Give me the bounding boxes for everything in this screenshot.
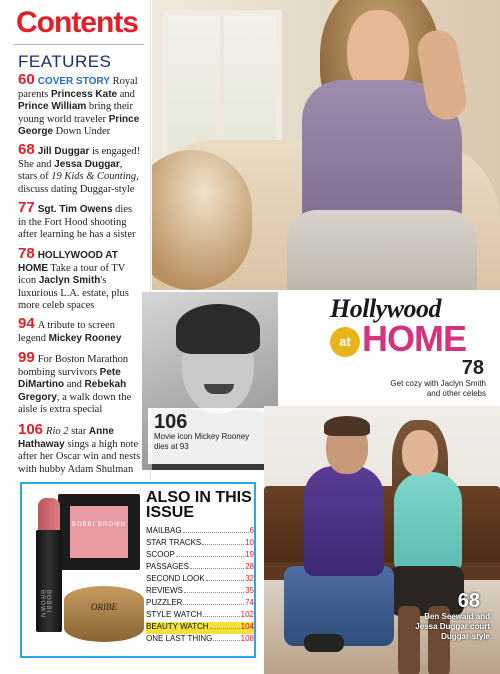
issue-item-page: 74 bbox=[245, 598, 254, 607]
top bbox=[394, 472, 462, 572]
feature-item-tim-owens[interactable]: 77 Sgt. Tim Owens dies in the Fort Hood shooting after learning he has a sister bbox=[18, 199, 136, 241]
hollywood-logo-word: Hollywood bbox=[330, 294, 442, 323]
blush-compact bbox=[58, 494, 140, 570]
lipstick-brand-label: BOBBI BROWN bbox=[39, 590, 51, 618]
dot-leader bbox=[184, 587, 244, 593]
dot-leader bbox=[203, 611, 240, 617]
hollywood-logo-home: HOME bbox=[362, 318, 466, 359]
issue-item-label: SECOND LOOK bbox=[146, 574, 205, 583]
shoe bbox=[304, 634, 344, 652]
dot-leader bbox=[183, 599, 244, 605]
lipstick-bullet bbox=[38, 498, 60, 534]
hollywood-logo-at: at bbox=[330, 327, 360, 357]
hair bbox=[324, 416, 370, 436]
feature-item-anne-hathaway[interactable]: 106 Rio 2 star Anne Hathaway sings a high note after her Oscar win and nests with hubby Adam Shulman bbox=[18, 421, 141, 475]
dot-leader bbox=[190, 563, 244, 569]
issue-item-page: 10 bbox=[245, 538, 254, 547]
issue-list-item[interactable] bbox=[146, 634, 254, 646]
issue-item-page: 28 bbox=[245, 562, 254, 571]
issue-item-label: STAR TRACKS bbox=[146, 538, 202, 547]
lipstick-tube bbox=[36, 530, 62, 632]
rooney-caption-box[interactable] bbox=[148, 408, 272, 464]
issue-item-label: ONE LAST THING bbox=[146, 634, 213, 643]
dot-leader bbox=[206, 575, 244, 581]
issue-list-item[interactable] bbox=[146, 598, 254, 610]
couch-arm bbox=[152, 150, 252, 290]
issue-list-item[interactable] bbox=[146, 586, 254, 598]
page-title: Contents bbox=[16, 6, 138, 39]
page-number[interactable]: 68 bbox=[457, 590, 480, 612]
page-number: 99 bbox=[18, 349, 35, 366]
feature-item-boston-marathon[interactable]: 99 For Boston Marathon bombing survivors Pete DiMartino and Rebekah Gregory, a walk down the aisle is extra special bbox=[18, 349, 132, 416]
issue-list-item[interactable] bbox=[146, 574, 254, 586]
page-number: 106 bbox=[18, 421, 44, 438]
issue-item-label: REVIEWS bbox=[146, 586, 183, 595]
features-heading: FEATURES bbox=[18, 52, 112, 71]
issue-list-item[interactable] bbox=[146, 610, 254, 622]
issue-item-page: 102 bbox=[240, 610, 254, 619]
issue-item-page: 6 bbox=[249, 526, 254, 535]
beauty-products-photo bbox=[28, 490, 140, 654]
dot-leader bbox=[202, 539, 244, 545]
jar-brand-label: ORIBE bbox=[91, 602, 117, 612]
issue-list-item[interactable] bbox=[146, 562, 254, 574]
issue-item-label: BEAUTY WATCH bbox=[146, 622, 209, 631]
issue-list-item[interactable] bbox=[146, 622, 254, 634]
also-in-this-issue-box bbox=[20, 482, 256, 658]
feature-item-jill-duggar[interactable]: 68 Jill Duggar is engaged! She and Jessa Duggar, stars of 19 Kids & Counting, discuss dating Duggar-style bbox=[18, 141, 141, 195]
issue-item-page: 32 bbox=[245, 574, 254, 583]
blush-pan bbox=[70, 506, 128, 558]
page-number: 68 bbox=[18, 141, 35, 158]
issue-item-label: SCOOP bbox=[146, 550, 175, 559]
caption-text: Ben Seewald and Jessa Duggar court Duggar-style bbox=[415, 612, 490, 641]
page-number: 60 bbox=[18, 71, 35, 88]
face bbox=[402, 430, 438, 476]
caption-text: Movie icon Mickey Rooney dies at 93 bbox=[154, 432, 250, 451]
page-number[interactable]: 78 bbox=[461, 357, 484, 379]
issue-item-page: 108 bbox=[240, 634, 254, 643]
issue-item-label: PASSAGES bbox=[146, 562, 189, 571]
page-number: 77 bbox=[18, 199, 35, 216]
shirt bbox=[304, 466, 384, 576]
dot-leader bbox=[213, 635, 239, 641]
hero-photo-jaclyn-smith bbox=[152, 0, 500, 290]
dot-leader bbox=[210, 623, 240, 629]
issue-item-label: MAILBAG bbox=[146, 526, 182, 535]
issue-item-page: 104 bbox=[240, 622, 254, 631]
page-number: 78 bbox=[18, 245, 35, 262]
blush-brand-label: BOBBI BROWN bbox=[71, 522, 126, 528]
issue-list-item[interactable] bbox=[146, 538, 254, 550]
also-in-this-issue-heading: ALSO IN THIS ISSUE bbox=[146, 489, 252, 521]
issue-item-label: PUZZLER bbox=[146, 598, 183, 607]
page-number: 94 bbox=[18, 315, 35, 332]
feature-item-cover-story[interactable]: 60 COVER STORY Royal parents Princess Kate and Prince William bring their young world traveler Prince George Down Under bbox=[18, 71, 140, 138]
issue-item-label: STYLE WATCH bbox=[146, 610, 203, 619]
feature-item-hollywood-at-home[interactable]: 78 HOLLYWOOD AT HOME Take a tour of TV icon Jaclyn Smith's luxurious L.A. estate, plus more celeb spaces bbox=[18, 245, 129, 312]
dot-leader bbox=[183, 527, 249, 533]
pants bbox=[287, 210, 477, 290]
title-divider bbox=[14, 44, 144, 45]
issue-list-item[interactable] bbox=[146, 550, 254, 562]
hair-product-jar bbox=[64, 586, 144, 642]
caption-text: Get cozy with Jaclyn Smith and other celebs bbox=[390, 379, 486, 398]
issue-list-item[interactable] bbox=[146, 526, 254, 538]
hair bbox=[176, 304, 260, 354]
feature-item-mickey-rooney[interactable]: 94 A tribute to screen legend Mickey Rooney bbox=[18, 315, 122, 344]
issue-item-page: 35 bbox=[245, 586, 254, 595]
issue-item-page: 19 bbox=[245, 550, 254, 559]
issue-list bbox=[146, 526, 254, 646]
dot-leader bbox=[176, 551, 244, 557]
page-number: 106 bbox=[154, 411, 188, 433]
